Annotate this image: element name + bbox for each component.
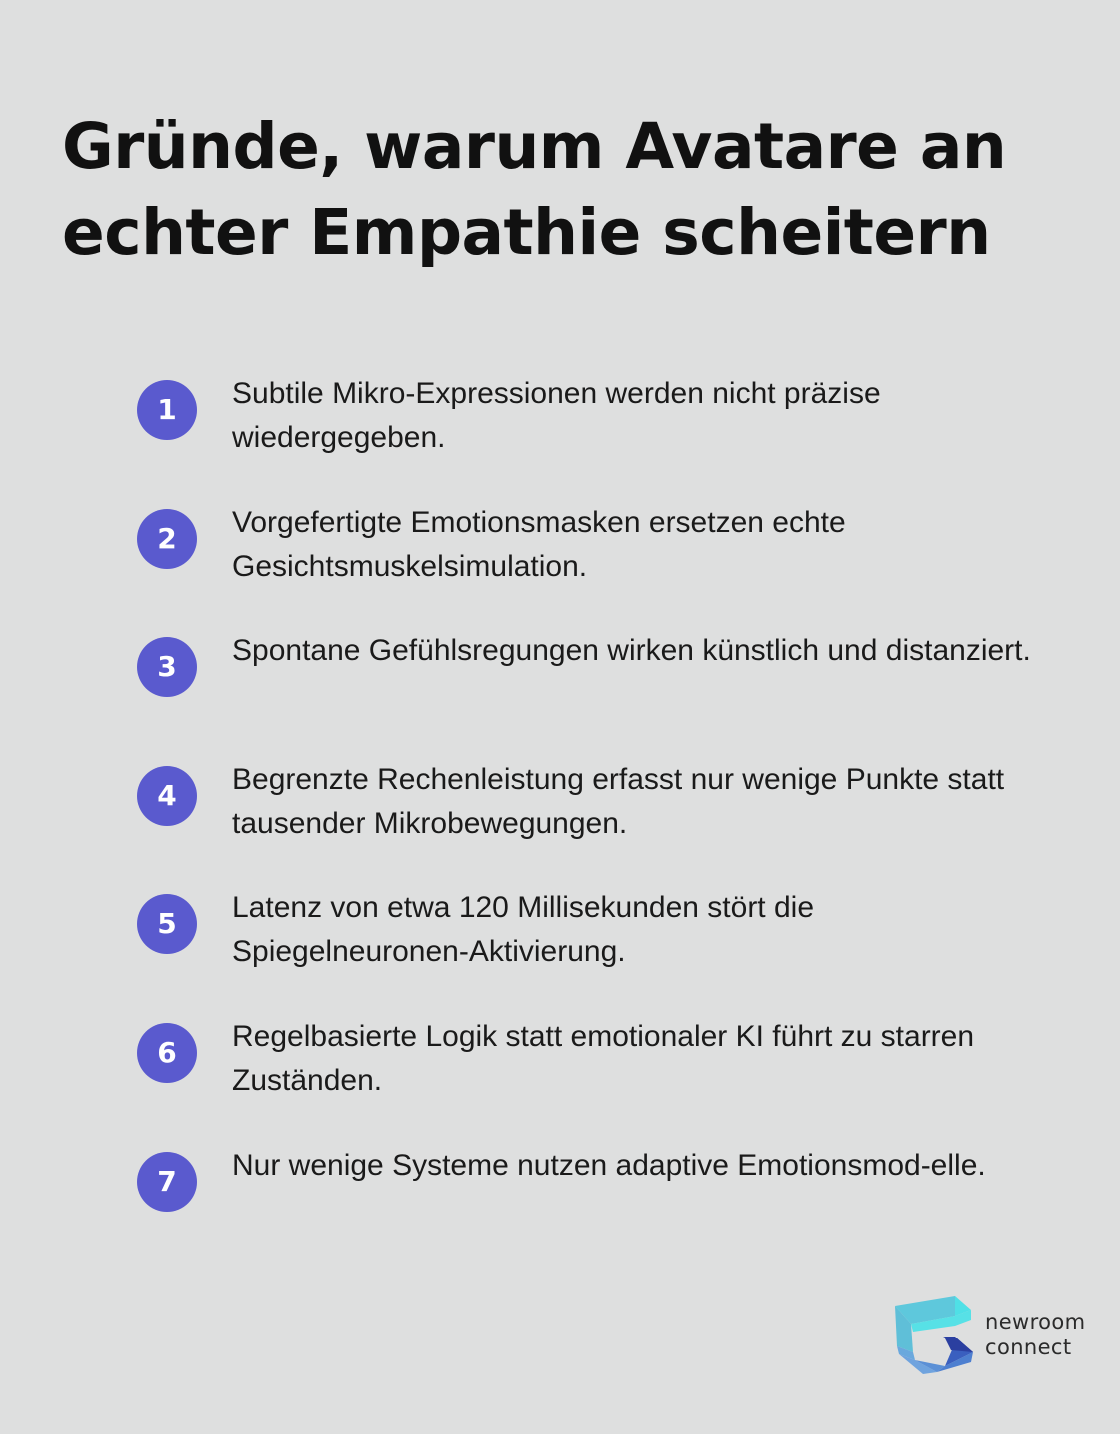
list-item-text: Nur wenige Systeme nutzen adaptive Emotionsmod-elle. <box>232 1148 986 1182</box>
numbered-list <box>137 372 1037 1272</box>
list-item-number-badge: 5 <box>137 894 197 954</box>
list-item-text: Spontane Gefühlsregungen wirken künstlich und distanziert. <box>232 634 1031 668</box>
list-item <box>137 758 1037 887</box>
list-item-text: Latenz von etwa 120 Millisekunden stört die Spiegelneuronen-Aktivierung. <box>232 891 815 969</box>
page-title <box>62 104 1007 276</box>
list-item-number-badge: 7 <box>137 1152 197 1212</box>
page-title-line-2: echter Empathie scheitern <box>62 196 991 269</box>
list-item-number-badge: 2 <box>137 509 197 569</box>
list-item <box>137 629 1037 758</box>
list-item-text: Begrenzte Rechenleistung erfasst nur wenige Punkte statt tausender Mikrobewegungen. <box>232 762 1005 840</box>
list-item-text: Subtile Mikro-Expressionen werden nicht präzise wiedergegeben. <box>232 377 881 454</box>
list-item <box>137 372 1037 501</box>
list-item-text: Vorgefertigte Emotionsmasken ersetzen echte Gesichtsmuskelsimulation. <box>232 505 846 583</box>
page-title-line-1: Gründe, warum Avatare an <box>62 110 1007 183</box>
list-item-text: Regelbasierte Logik statt emotionaler KI führt zu starren Zuständen. <box>232 1019 975 1097</box>
list-item-number-badge: 6 <box>137 1023 197 1083</box>
brand-logo-text <box>985 1310 1086 1360</box>
list-item <box>137 501 1037 630</box>
brand-logo <box>893 1292 1086 1378</box>
list-item <box>137 1015 1037 1144</box>
list-item <box>137 1144 1037 1273</box>
brand-logo-line-2: connect <box>985 1335 1072 1359</box>
list-item-number-badge: 4 <box>137 766 197 826</box>
list-item-number-badge: 1 <box>137 380 197 440</box>
list-item <box>137 886 1037 1015</box>
brand-logo-line-1: newroom <box>985 1310 1086 1334</box>
list-item-number-badge: 3 <box>137 637 197 697</box>
newroom-connect-logo-icon <box>893 1294 977 1376</box>
